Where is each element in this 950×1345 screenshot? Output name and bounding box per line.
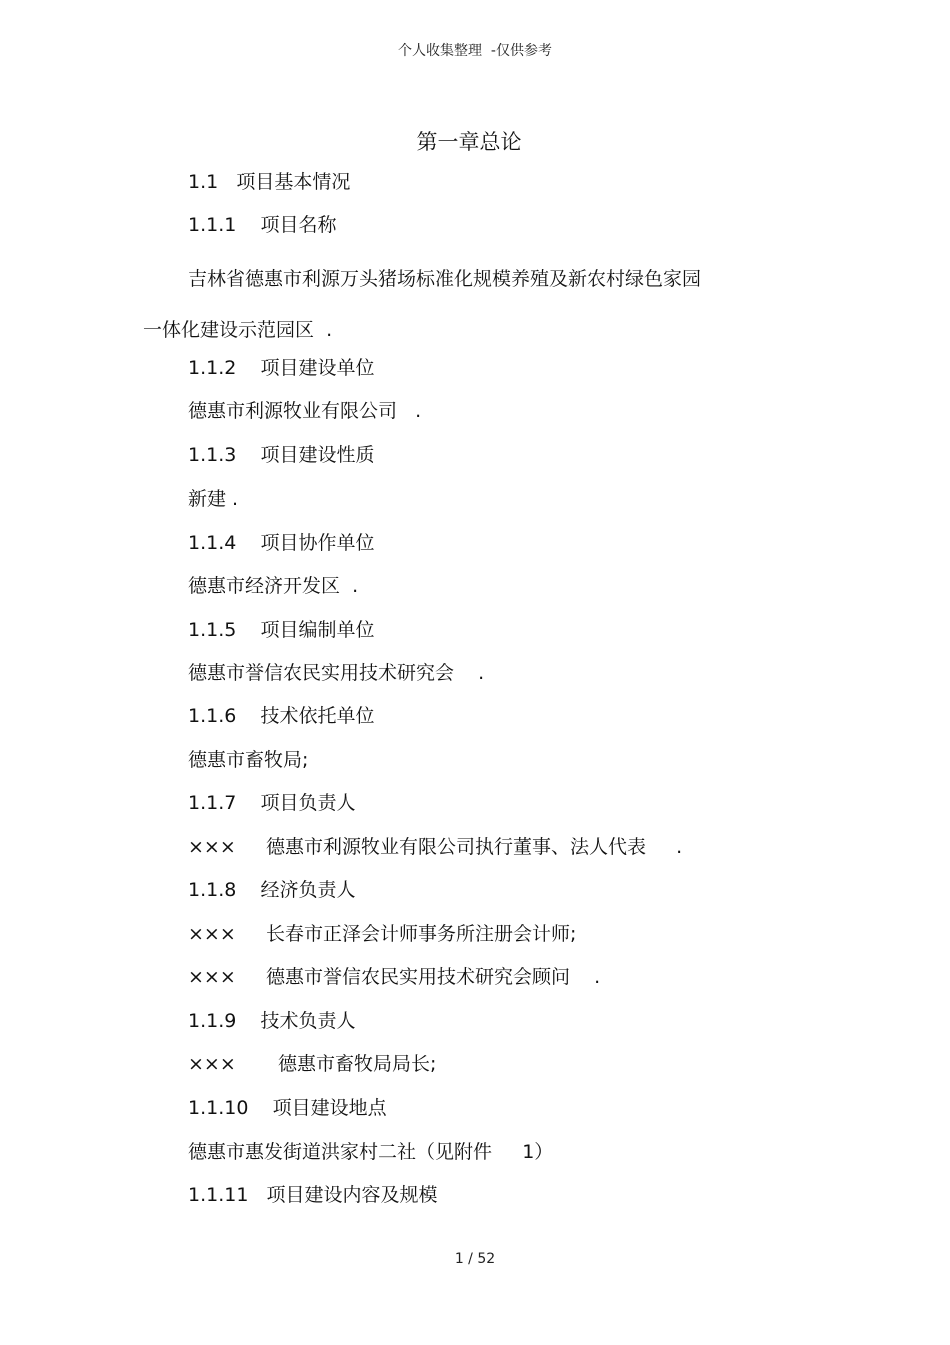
body-text: 新建 . (188, 488, 239, 510)
body-text: 德惠市畜牧局; (188, 749, 309, 771)
body-text: ××× 长春市正泽会计师事务所注册会计师; (188, 923, 577, 945)
body-text: ××× 德惠市誉信农民实用技术研究会顾问 . (188, 966, 601, 988)
subsection-heading: 1.1.7 项目负责人 (188, 792, 356, 814)
subsection-heading: 1.1.6 技术依托单位 (188, 705, 375, 727)
body-text: 一体化建设示范园区 . (143, 319, 333, 341)
subsection-heading: 1.1.9 技术负责人 (188, 1010, 356, 1032)
subsection-heading: 1.1.1 项目名称 (188, 214, 337, 236)
body-text: 德惠市惠发街道洪家村二社（见附件 1） (188, 1141, 554, 1163)
body-text: 德惠市经济开发区 . (188, 575, 359, 597)
body-text: ××× 德惠市利源牧业有限公司执行董事、法人代表 . (188, 836, 683, 858)
subsection-heading: 1.1.2 项目建设单位 (188, 357, 375, 379)
body-text: 德惠市利源牧业有限公司 . (188, 400, 422, 422)
chapter-title: 第一章总论 (416, 130, 522, 154)
section-heading: 1.1 项目基本情况 (188, 171, 351, 193)
body-text: 吉林省德惠市利源万头猪场标准化规模养殖及新农村绿色家园 (188, 268, 702, 290)
subsection-heading: 1.1.11 项目建设内容及规模 (188, 1184, 438, 1206)
subsection-heading: 1.1.5 项目编制单位 (188, 619, 375, 641)
subsection-heading: 1.1.4 项目协作单位 (188, 532, 375, 554)
subsection-heading: 1.1.8 经济负责人 (188, 879, 356, 901)
body-text: ××× 德惠市畜牧局局长; (188, 1053, 437, 1075)
subsection-heading: 1.1.3 项目建设性质 (188, 444, 375, 466)
page-header: 个人收集整理 -仅供参考 (398, 43, 552, 59)
body-text: 德惠市誉信农民实用技术研究会 . (188, 662, 485, 684)
page-number: 1 / 52 (454, 1251, 496, 1267)
subsection-heading: 1.1.10 项目建设地点 (188, 1097, 387, 1119)
